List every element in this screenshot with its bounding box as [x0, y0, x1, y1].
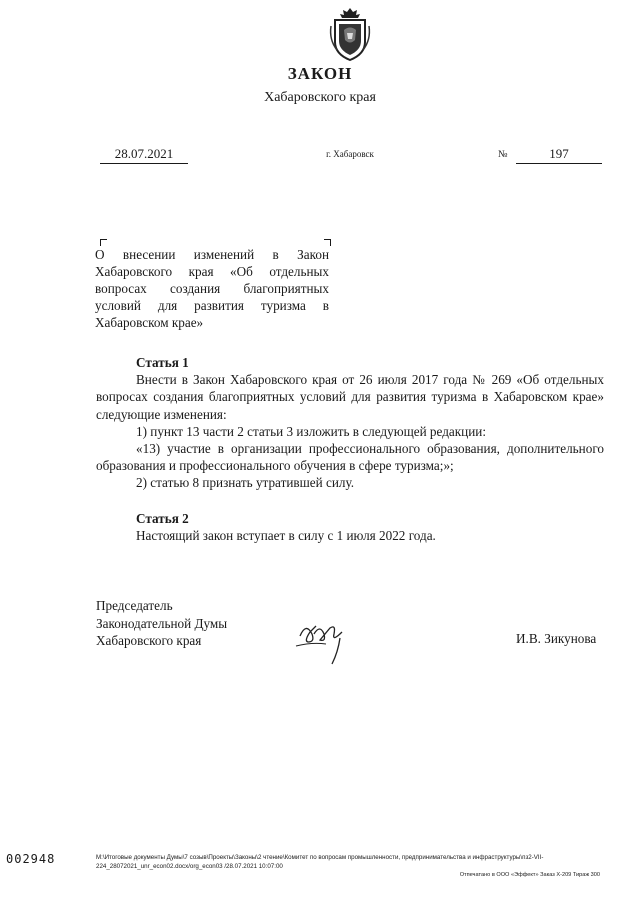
article-1-quote: «13) участие в организации профессионального образования, дополнительного образования и профессионального обучения в сфере туризма;»;: [96, 441, 604, 474]
document-city: г. Хабаровск: [326, 149, 374, 159]
article-2-text: Настоящий закон вступает в силу с 1 июля 2022 года.: [136, 527, 436, 543]
article-1-item-2: 2) статью 8 признать утратившей силу.: [136, 475, 355, 491]
article-2-heading: Статья 2: [136, 510, 189, 526]
law-subject: О внесении изменений в Закон Хабаровского края «Об отдельных вопросах создания благоприятных условий для развития туризма в Хабаровском крае»: [95, 247, 329, 330]
signatory-name: И.В. Зикунова: [516, 631, 597, 646]
coat-of-arms-emblem: [327, 6, 373, 62]
law-body: [96, 354, 604, 544]
law-title: ЗАКОН: [287, 64, 353, 83]
number-sign: №: [498, 149, 508, 160]
file-path-line: 224_28072021_unr_econ02.docx/org_econ03 /28.07.2021 10:07:00: [96, 862, 283, 870]
registration-stamp-number: 002948: [6, 852, 56, 866]
subject-corner-mark-left: [100, 239, 107, 246]
signatory-title-line: Хабаровского края: [96, 633, 202, 648]
file-path-line: М:\Итоговые документы Думы\7 созыв\Проекты\Законы\2 чтение\Комитет по вопросам промышленности, предпринимательства и инфраструктуры\пз2-VII-: [96, 854, 544, 861]
signatory-title-line: Председатель: [96, 598, 173, 613]
article-1-intro: Внести в Закон Хабаровского края от 26 июля 2017 года № 269 «Об отдельных вопросах создания благоприятных условий для развития туризма в Хабаровском крае» следующие изменения:: [96, 372, 604, 422]
document-date: 28.07.2021: [100, 146, 188, 164]
article-1-heading: Статья 1: [136, 355, 189, 370]
document-number: 197: [516, 146, 602, 164]
print-info-footer: Отпечатано в ООО «Эффект» Заказ Х-209 Тираж 300: [459, 872, 600, 878]
signatory-title: [96, 597, 227, 650]
law-region: Хабаровского края: [264, 90, 376, 105]
handwritten-signature: [292, 612, 356, 668]
subject-corner-mark-right: [324, 239, 331, 246]
file-path-footer: [96, 854, 606, 871]
article-1-item-1: 1) пункт 13 части 2 статьи 3 изложить в следующей редакции:: [136, 423, 487, 439]
signatory-title-line: Законодательной Думы: [96, 615, 228, 631]
